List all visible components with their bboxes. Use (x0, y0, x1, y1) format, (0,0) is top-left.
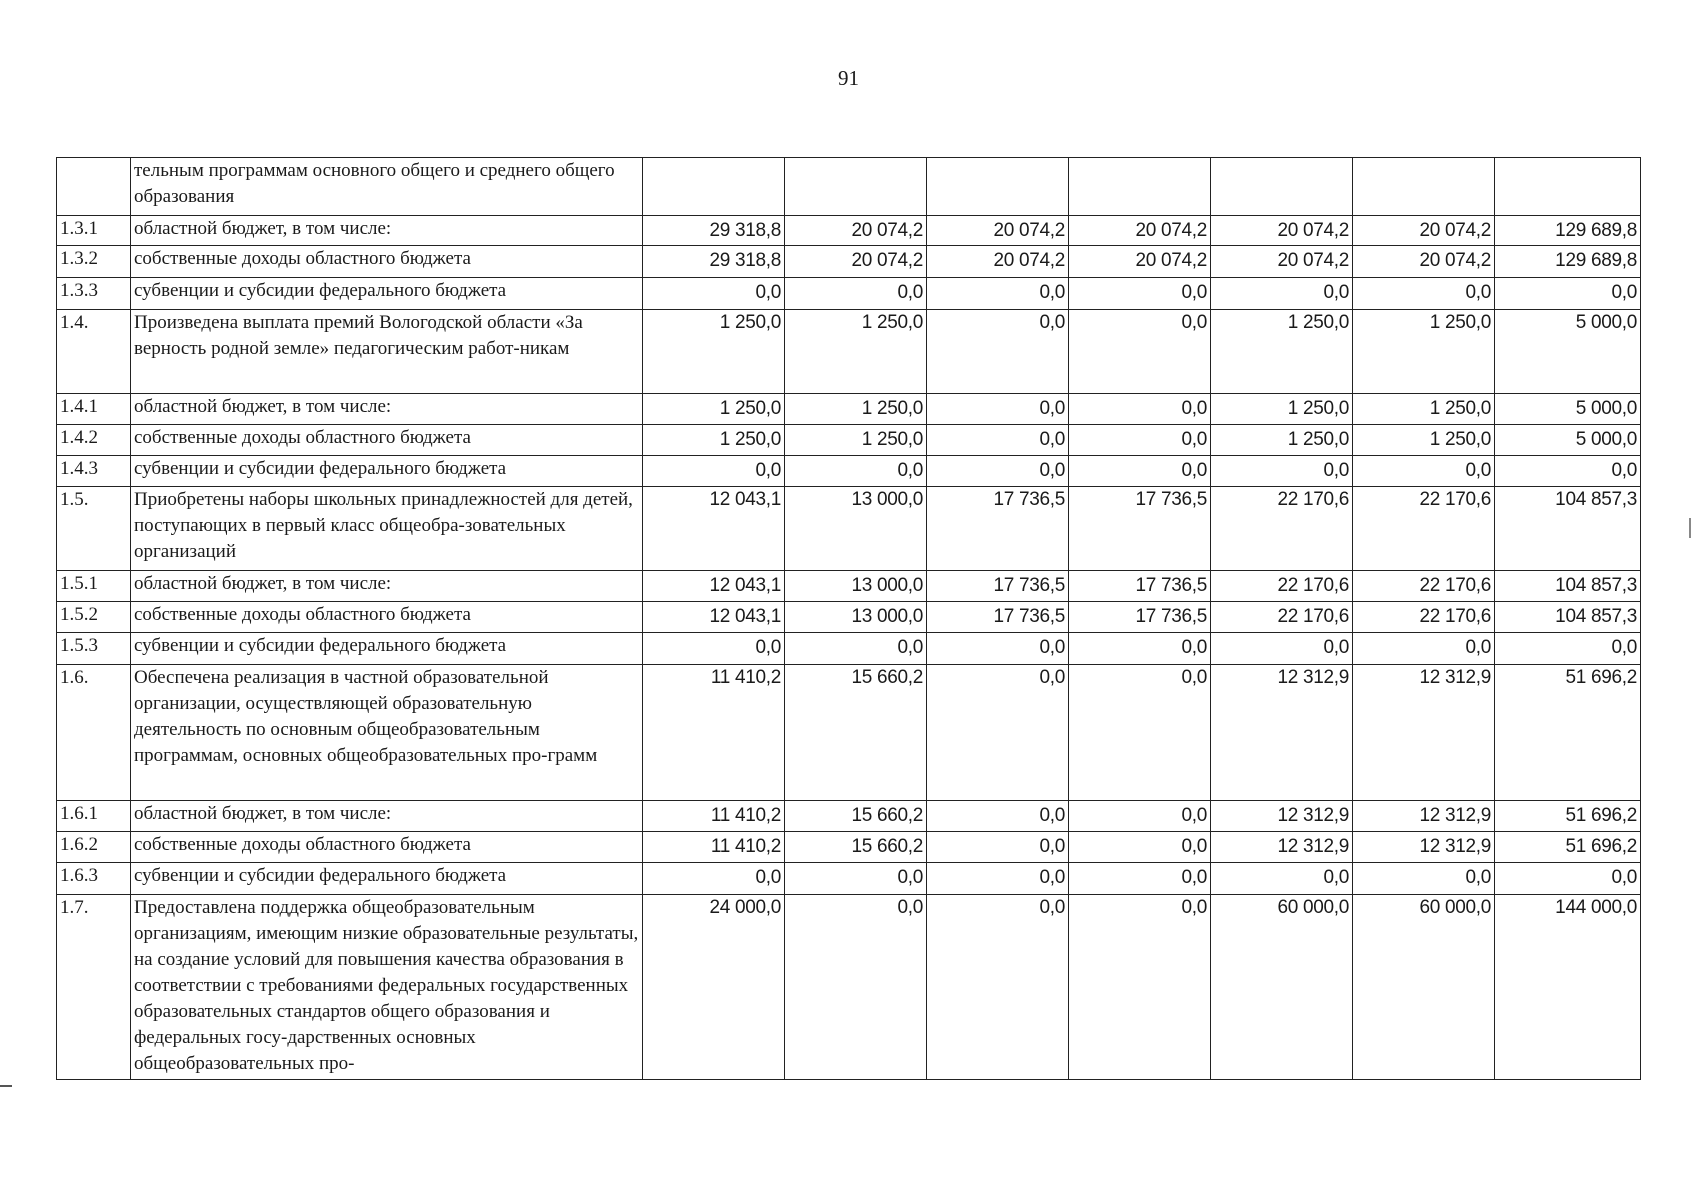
value-cell: 1 250,0 (785, 310, 927, 394)
value-cell: 0,0 (927, 801, 1069, 832)
table-row (57, 487, 1641, 571)
row-code: 1.4.2 (57, 425, 131, 456)
value-cell: 1 250,0 (785, 425, 927, 456)
total-cell: 51 696,2 (1495, 801, 1641, 832)
value-cell: 22 170,6 (1353, 602, 1495, 633)
table-row (57, 310, 1641, 394)
row-code: 1.5.1 (57, 571, 131, 602)
value-cell: 12 312,9 (1211, 665, 1353, 801)
row-description: областной бюджет, в том числе: (131, 216, 643, 246)
value-cell: 0,0 (643, 633, 785, 665)
table-row (57, 801, 1641, 832)
value-cell: 0,0 (785, 633, 927, 665)
value-cell: 12 043,1 (643, 602, 785, 633)
value-cell (785, 158, 927, 216)
value-cell: 0,0 (1069, 394, 1211, 425)
value-cell: 0,0 (1069, 863, 1211, 895)
total-cell: 129 689,8 (1495, 216, 1641, 246)
total-cell: 0,0 (1495, 633, 1641, 665)
value-cell: 1 250,0 (1211, 425, 1353, 456)
value-cell: 20 074,2 (1211, 216, 1353, 246)
value-cell: 0,0 (785, 456, 927, 487)
value-cell: 11 410,2 (643, 665, 785, 801)
row-code: 1.6.2 (57, 832, 131, 863)
table-row (57, 216, 1641, 246)
value-cell: 0,0 (1211, 863, 1353, 895)
value-cell: 1 250,0 (643, 394, 785, 425)
value-cell: 0,0 (927, 665, 1069, 801)
value-cell: 13 000,0 (785, 602, 927, 633)
value-cell (643, 158, 785, 216)
row-code: 1.4. (57, 310, 131, 394)
value-cell: 22 170,6 (1211, 571, 1353, 602)
row-code: 1.4.1 (57, 394, 131, 425)
row-code: 1.3.3 (57, 278, 131, 310)
page-number: 91 (838, 66, 859, 90)
value-cell: 0,0 (927, 895, 1069, 1080)
row-description: Произведена выплата премий Вологодской области «За верность родной земле» педагогическим работ-никам (131, 310, 643, 394)
value-cell: 0,0 (1353, 633, 1495, 665)
table-row (57, 665, 1641, 801)
row-description: областной бюджет, в том числе: (131, 801, 643, 832)
row-code: 1.7. (57, 895, 131, 1080)
value-cell: 0,0 (1211, 456, 1353, 487)
row-description: Приобретены наборы школьных принадлежностей для детей, поступающих в первый класс общеобра-зовательных организаций (131, 487, 643, 571)
total-cell: 51 696,2 (1495, 832, 1641, 863)
row-code: 1.6.3 (57, 863, 131, 895)
row-description: субвенции и субсидии федерального бюджета (131, 633, 643, 665)
value-cell: 0,0 (927, 863, 1069, 895)
value-cell (1069, 158, 1211, 216)
row-description: собственные доходы областного бюджета (131, 602, 643, 633)
value-cell: 0,0 (927, 456, 1069, 487)
value-cell: 0,0 (1069, 832, 1211, 863)
value-cell: 0,0 (927, 310, 1069, 394)
value-cell: 0,0 (1211, 633, 1353, 665)
value-cell: 11 410,2 (643, 801, 785, 832)
value-cell: 0,0 (785, 863, 927, 895)
value-cell: 12 312,9 (1211, 832, 1353, 863)
value-cell: 29 318,8 (643, 216, 785, 246)
value-cell: 12 312,9 (1353, 801, 1495, 832)
value-cell: 17 736,5 (927, 571, 1069, 602)
row-code: 1.3.1 (57, 216, 131, 246)
value-cell: 12 312,9 (1353, 832, 1495, 863)
value-cell: 0,0 (1069, 895, 1211, 1080)
value-cell (1353, 158, 1495, 216)
value-cell: 60 000,0 (1353, 895, 1495, 1080)
value-cell: 20 074,2 (1211, 246, 1353, 278)
value-cell: 20 074,2 (927, 216, 1069, 246)
value-cell: 20 074,2 (1069, 216, 1211, 246)
value-cell: 1 250,0 (643, 310, 785, 394)
total-cell: 0,0 (1495, 456, 1641, 487)
row-description: тельным программам основного общего и среднего общего образования (131, 158, 643, 216)
value-cell: 0,0 (927, 394, 1069, 425)
value-cell: 17 736,5 (1069, 487, 1211, 571)
table-row (57, 425, 1641, 456)
value-cell: 0,0 (927, 278, 1069, 310)
value-cell: 0,0 (643, 456, 785, 487)
value-cell: 0,0 (927, 832, 1069, 863)
row-description: Обеспечена реализация в частной образовательной организации, осуществляющей образовательную деятельность по основным общеобразовательным программам, основных общеобразовательных про-грамм (131, 665, 643, 801)
value-cell: 13 000,0 (785, 487, 927, 571)
value-cell: 0,0 (1069, 665, 1211, 801)
row-code: 1.5.2 (57, 602, 131, 633)
value-cell: 1 250,0 (643, 425, 785, 456)
table-row (57, 158, 1641, 216)
row-code: 1.3.2 (57, 246, 131, 278)
value-cell: 29 318,8 (643, 246, 785, 278)
table-row (57, 246, 1641, 278)
table-row (57, 602, 1641, 633)
value-cell: 60 000,0 (1211, 895, 1353, 1080)
table-row (57, 394, 1641, 425)
value-cell: 11 410,2 (643, 832, 785, 863)
total-cell: 0,0 (1495, 863, 1641, 895)
value-cell: 0,0 (1069, 456, 1211, 487)
value-cell: 0,0 (1353, 863, 1495, 895)
table-body (57, 158, 1641, 1080)
table-row (57, 895, 1641, 1080)
row-code: 1.6.1 (57, 801, 131, 832)
total-cell: 129 689,8 (1495, 246, 1641, 278)
value-cell: 0,0 (1069, 310, 1211, 394)
value-cell: 17 736,5 (1069, 571, 1211, 602)
value-cell: 22 170,6 (1353, 487, 1495, 571)
right-edge-mark (1689, 518, 1691, 538)
value-cell: 1 250,0 (1353, 425, 1495, 456)
total-cell: 51 696,2 (1495, 665, 1641, 801)
total-cell: 5 000,0 (1495, 425, 1641, 456)
value-cell: 0,0 (1353, 278, 1495, 310)
value-cell: 20 074,2 (1353, 246, 1495, 278)
value-cell: 20 074,2 (785, 216, 927, 246)
total-cell: 5 000,0 (1495, 310, 1641, 394)
row-description: собственные доходы областного бюджета (131, 425, 643, 456)
total-cell: 144 000,0 (1495, 895, 1641, 1080)
table-row (57, 863, 1641, 895)
row-description: областной бюджет, в том числе: (131, 394, 643, 425)
value-cell: 0,0 (1069, 633, 1211, 665)
value-cell: 12 043,1 (643, 487, 785, 571)
row-description: собственные доходы областного бюджета (131, 832, 643, 863)
value-cell: 17 736,5 (927, 487, 1069, 571)
value-cell: 15 660,2 (785, 801, 927, 832)
value-cell: 20 074,2 (1069, 246, 1211, 278)
row-code: 1.6. (57, 665, 131, 801)
value-cell: 0,0 (1353, 456, 1495, 487)
left-edge-mark (0, 1085, 12, 1087)
total-cell: 104 857,3 (1495, 487, 1641, 571)
value-cell: 0,0 (785, 895, 927, 1080)
value-cell: 1 250,0 (785, 394, 927, 425)
table-row (57, 571, 1641, 602)
budget-table (56, 157, 1641, 1080)
row-description: Предоставлена поддержка общеобразовательным организациям, имеющим низкие образовательные результаты, на создание условий для повышения качества образования в соответствии с требованиями федеральных государственных образовательных стандартов общего образования и федеральных госу-дарственных основных общеобразовательных про- (131, 895, 643, 1080)
row-description: областной бюджет, в том числе: (131, 571, 643, 602)
value-cell: 0,0 (785, 278, 927, 310)
value-cell: 12 312,9 (1211, 801, 1353, 832)
value-cell: 17 736,5 (927, 602, 1069, 633)
row-code (57, 158, 131, 216)
value-cell (927, 158, 1069, 216)
value-cell: 0,0 (1211, 278, 1353, 310)
value-cell: 13 000,0 (785, 571, 927, 602)
table-row (57, 278, 1641, 310)
row-description: собственные доходы областного бюджета (131, 246, 643, 278)
value-cell: 22 170,6 (1211, 602, 1353, 633)
value-cell: 20 074,2 (785, 246, 927, 278)
value-cell: 0,0 (1069, 801, 1211, 832)
value-cell: 0,0 (643, 278, 785, 310)
value-cell: 12 312,9 (1353, 665, 1495, 801)
value-cell: 0,0 (1069, 425, 1211, 456)
value-cell: 0,0 (643, 863, 785, 895)
value-cell: 15 660,2 (785, 832, 927, 863)
total-cell: 104 857,3 (1495, 602, 1641, 633)
row-description: субвенции и субсидии федерального бюджета (131, 456, 643, 487)
value-cell: 20 074,2 (927, 246, 1069, 278)
value-cell: 24 000,0 (643, 895, 785, 1080)
value-cell: 12 043,1 (643, 571, 785, 602)
row-description: субвенции и субсидии федерального бюджета (131, 278, 643, 310)
row-description: субвенции и субсидии федерального бюджета (131, 863, 643, 895)
total-cell: 0,0 (1495, 278, 1641, 310)
value-cell: 22 170,6 (1353, 571, 1495, 602)
value-cell: 1 250,0 (1353, 394, 1495, 425)
row-code: 1.5.3 (57, 633, 131, 665)
total-cell: 104 857,3 (1495, 571, 1641, 602)
value-cell: 15 660,2 (785, 665, 927, 801)
value-cell: 17 736,5 (1069, 602, 1211, 633)
row-code: 1.5. (57, 487, 131, 571)
value-cell: 1 250,0 (1211, 394, 1353, 425)
table-row (57, 832, 1641, 863)
value-cell: 22 170,6 (1211, 487, 1353, 571)
value-cell (1211, 158, 1353, 216)
value-cell: 1 250,0 (1353, 310, 1495, 394)
value-cell: 20 074,2 (1353, 216, 1495, 246)
table-row (57, 456, 1641, 487)
table-row (57, 633, 1641, 665)
row-code: 1.4.3 (57, 456, 131, 487)
value-cell: 1 250,0 (1211, 310, 1353, 394)
total-cell: 5 000,0 (1495, 394, 1641, 425)
value-cell: 0,0 (927, 633, 1069, 665)
value-cell: 0,0 (927, 425, 1069, 456)
value-cell: 0,0 (1069, 278, 1211, 310)
total-cell (1495, 158, 1641, 216)
